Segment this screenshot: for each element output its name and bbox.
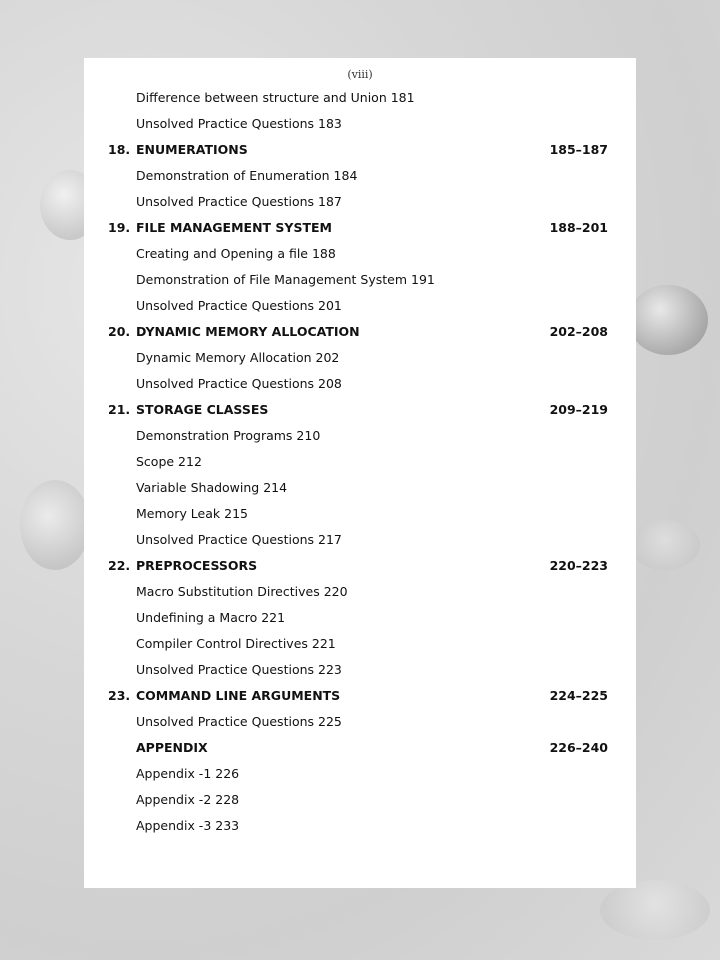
section-title: Unsolved Practice Questions 208 (136, 376, 342, 391)
toc-section-row (84, 475, 636, 501)
section-title: Unsolved Practice Questions 217 (136, 532, 342, 547)
chapter-title: COMMAND LINE ARGUMENTS (136, 688, 341, 703)
chapter-number: 18. (108, 142, 131, 157)
toc-section-row (84, 761, 636, 787)
section-title: Demonstration of File Management System 191 (136, 272, 435, 287)
toc-section-row (84, 657, 636, 683)
section-title: Demonstration Programs 210 (136, 428, 321, 443)
section-title: Macro Substitution Directives 220 (136, 584, 348, 599)
chapter-page-range: 220–223 (549, 558, 608, 573)
toc-section-row (84, 163, 636, 189)
toc-section-row (84, 293, 636, 319)
toc-chapter-row (84, 319, 636, 345)
toc-section-row (84, 111, 636, 137)
chapter-title: FILE MANAGEMENT SYSTEM (136, 220, 332, 235)
toc-chapter-row (84, 735, 636, 761)
chapter-page-range: 188–201 (549, 220, 608, 235)
background-water-drop (600, 880, 710, 940)
section-title: Creating and Opening a file 188 (136, 246, 336, 261)
chapter-page-range: 185–187 (549, 142, 608, 157)
toc-chapter-row (84, 553, 636, 579)
toc-section-row (84, 449, 636, 475)
document-page (84, 58, 636, 888)
chapter-number: 22. (108, 558, 131, 573)
chapter-page-range: 224–225 (549, 688, 608, 703)
toc-chapter-row (84, 215, 636, 241)
chapter-page-range: 202–208 (549, 324, 608, 339)
section-title: Demonstration of Enumeration 184 (136, 168, 358, 183)
chapter-page-range: 209–219 (549, 402, 608, 417)
toc-section-row (84, 787, 636, 813)
toc-section-row (84, 501, 636, 527)
section-title: Difference between structure and Union 181 (136, 90, 415, 105)
section-title: Compiler Control Directives 221 (136, 636, 336, 651)
chapter-number: 23. (108, 688, 131, 703)
background-water-drop (628, 285, 708, 355)
chapter-title: ENUMERATIONS (136, 142, 248, 157)
section-title: Appendix -2 228 (136, 792, 240, 807)
toc-section-row (84, 345, 636, 371)
chapter-number: 20. (108, 324, 131, 339)
section-title: Appendix -1 226 (136, 766, 240, 781)
section-title: Scope 212 (136, 454, 202, 469)
toc-section-row (84, 813, 636, 839)
table-of-contents (84, 85, 636, 839)
toc-section-row (84, 423, 636, 449)
chapter-title: PREPROCESSORS (136, 558, 258, 573)
chapter-number: 21. (108, 402, 131, 417)
section-title: Unsolved Practice Questions 183 (136, 116, 342, 131)
section-title: Undefining a Macro 221 (136, 610, 286, 625)
toc-section-row (84, 189, 636, 215)
toc-section-row (84, 85, 636, 111)
toc-section-row (84, 267, 636, 293)
background-water-drop (630, 520, 700, 570)
toc-section-row (84, 527, 636, 553)
toc-chapter-row (84, 397, 636, 423)
section-title: Unsolved Practice Questions 187 (136, 194, 342, 209)
page-number: (viii) (347, 68, 373, 81)
toc-section-row (84, 371, 636, 397)
toc-chapter-row (84, 683, 636, 709)
chapter-page-range: 226–240 (549, 740, 608, 755)
section-title: Variable Shadowing 214 (136, 480, 288, 495)
toc-section-row (84, 631, 636, 657)
section-title: Unsolved Practice Questions 223 (136, 662, 342, 677)
section-title: Memory Leak 215 (136, 506, 248, 521)
toc-section-row (84, 605, 636, 631)
chapter-number: 19. (108, 220, 131, 235)
section-title: Unsolved Practice Questions 225 (136, 714, 342, 729)
chapter-title: DYNAMIC MEMORY ALLOCATION (136, 324, 360, 339)
section-title: Unsolved Practice Questions 201 (136, 298, 342, 313)
section-title: Appendix -3 233 (136, 818, 240, 833)
toc-chapter-row (84, 137, 636, 163)
toc-section-row (84, 241, 636, 267)
chapter-title: APPENDIX (136, 740, 208, 755)
background-water-drop (20, 480, 90, 570)
toc-section-row (84, 709, 636, 735)
toc-section-row (84, 579, 636, 605)
section-title: Dynamic Memory Allocation 202 (136, 350, 340, 365)
chapter-title: STORAGE CLASSES (136, 402, 269, 417)
